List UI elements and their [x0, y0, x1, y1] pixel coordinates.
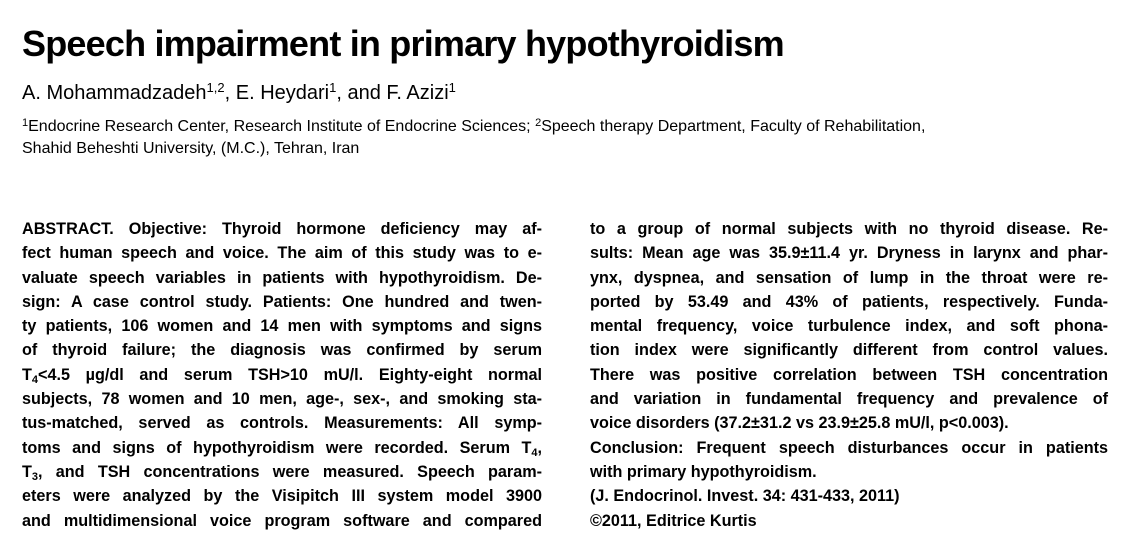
abstract-text: toms and signs of hypothyroidism were recorded. Serum T: [22, 438, 532, 457]
abstract-text: T: [22, 365, 32, 384]
abstract-text: ,: [537, 438, 542, 457]
abstract-line: [22, 460, 542, 484]
abstract-line: eters were analyzed by the Visipitch III system model 3900: [22, 487, 542, 506]
abstract-line: with primary hypothyroidism.: [590, 462, 817, 481]
affiliation-marker: 1: [22, 117, 29, 129]
abstract-line: (J. Endocrinol. Invest. 34: 431-433, 2011): [590, 487, 900, 506]
author-separator: , and: [336, 82, 387, 104]
affiliation-marker: 2: [535, 117, 542, 129]
author-affiliation-marker: 1,2: [206, 80, 225, 95]
abstract-line: and multidimensional voice program software and compared: [22, 511, 542, 530]
abstract-text: <4.5 µg/dl and serum TSH>10 mU/l. Eighty-eight normal: [38, 365, 542, 384]
subscript: 4: [31, 373, 39, 386]
subscript: 4: [531, 446, 538, 459]
abstract-text: T: [22, 462, 32, 481]
author-name: E. Heydari: [235, 82, 330, 104]
abstract-line: ynx, dyspnea, and sensation of lump in the throat were re-: [590, 268, 1108, 287]
author-name: A. Mohammadzadeh: [22, 82, 207, 104]
abstract-line: mental frequency, voice turbulence index, and soft phona-: [590, 317, 1108, 336]
affiliation-text: Endocrine Research Center, Research Institute of Endocrine Sciences;: [28, 118, 536, 135]
article-title: Speech impairment in primary hypothyroidism: [22, 23, 784, 64]
abstract-line: [22, 363, 542, 387]
abstract-column-right: [590, 217, 1108, 533]
author-affiliation-marker: 1: [448, 80, 456, 95]
affiliation-line-2: Shahid Beheshti University, (M.C.), Tehran, Iran: [22, 140, 360, 157]
subscript: 3: [31, 470, 39, 483]
abstract-line: Conclusion: Frequent speech disturbances occur in patients: [590, 438, 1108, 457]
author-list: [22, 80, 456, 106]
abstract-line: to a group of normal subjects with no thyroid disease. Re-: [590, 220, 1108, 238]
abstract-line: ty patients, 106 women and 14 men with symptoms and signs: [22, 317, 542, 336]
affiliation-text: Speech therapy Department, Faculty of Rehabilitation,: [541, 118, 926, 135]
abstract-line: and variation in fundamental frequency and prevalence of: [590, 390, 1108, 409]
author-separator: ,: [224, 82, 236, 104]
abstract-line: voice disorders (37.2±31.2 vs 23.9±25.8 mU/l, p<0.003).: [590, 414, 1009, 433]
abstract-column-left: [22, 217, 542, 533]
abstract-line: ported by 53.49 and 43% of patients, respectively. Funda-: [590, 292, 1108, 311]
abstract-line: of thyroid failure; the diagnosis was confirmed by serum: [22, 341, 542, 360]
abstract-line: tus-matched, served as controls. Measurements: All symp-: [22, 414, 542, 433]
abstract-text: , and TSH concentrations were measured. Speech param-: [38, 462, 542, 481]
author-affiliation-marker: 1: [329, 80, 337, 95]
abstract-line: sults: Mean age was 35.9±11.4 yr. Dryness in larynx and phar-: [590, 244, 1108, 263]
affiliations: [22, 116, 1132, 160]
abstract-line: ©2011, Editrice Kurtis: [590, 511, 757, 530]
author-name: F. Azizi: [386, 82, 449, 104]
abstract-line: tion index were significantly different from control values.: [590, 341, 1108, 360]
abstract-line: There was positive correlation between TSH concentration: [590, 365, 1108, 384]
abstract-line: valuate speech variables in patients with hypothyroidism. De-: [22, 268, 542, 287]
abstract-line: sign: A case control study. Patients: One hundred and twen-: [22, 292, 542, 311]
abstract-line: [22, 436, 542, 460]
affiliation-line-1: [22, 116, 1132, 138]
abstract-line: fect human speech and voice. The aim of this study was to e-: [22, 244, 542, 263]
abstract-line: subjects, 78 women and 10 men, age-, sex-, and smoking sta-: [22, 390, 542, 409]
abstract-line: ABSTRACT. Objective: Thyroid hormone deficiency may af-: [22, 220, 542, 238]
